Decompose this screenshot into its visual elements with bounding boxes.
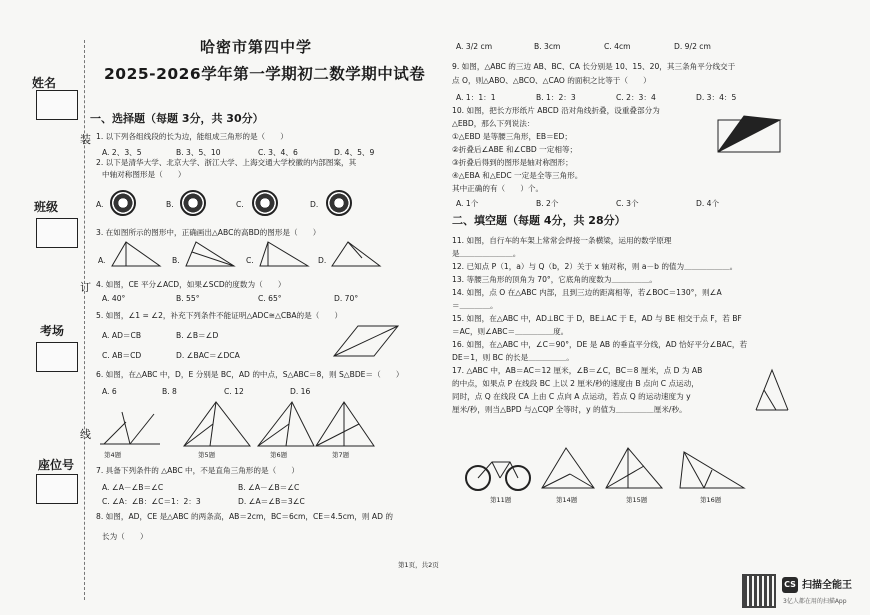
figure-caption: 第6题 <box>270 451 288 459</box>
figure-caption: 第7题 <box>332 451 350 459</box>
option: D. 70° <box>334 294 359 303</box>
pku-logo-icon <box>180 190 206 216</box>
scanner-app-name: 扫描全能王 <box>802 580 852 591</box>
camscanner-logo: CS <box>782 577 798 593</box>
question-text: 12. 已知点 P（1，a）与 Q（b，2）关于 x 轴对称，则 a－b 的值为＿＿＿＿＿＿。 <box>452 262 738 271</box>
question-text: 长为（ ） <box>102 532 148 541</box>
section1-title: 一、选择题（每题 3分，共 30分） <box>90 112 264 125</box>
question-text: 6. 如图，在△ABC 中，D，E 分别是 BC，AD 的中点，S△ABC＝8，则 S△BDE＝（ ） <box>96 370 404 379</box>
fig16-diagram <box>674 450 748 492</box>
q3-figure-d <box>328 240 384 270</box>
question-text: 16. 如图，在△ABC 中，∠C＝90°，DE 是 AB 的垂直平分线，AD 恰好平分∠BAC，若 <box>452 340 748 349</box>
page-number: 第1页，共2页 <box>398 561 439 569</box>
option: B. 3cm <box>534 42 561 51</box>
bicycle-figure <box>464 452 532 492</box>
question-text: 13. 等腰三角形的顶角为 70°，它底角的度数为＿＿＿＿＿。 <box>452 275 658 284</box>
question-text: 厘米/秒，则当△BPD 与△CQP 全等时，y 的值为＿＿＿＿＿厘米/秒。 <box>452 405 687 414</box>
question-text: 17. △ABC 中，AB＝AC＝12 厘米，∠B＝∠C，BC＝8 厘米，点 D 为 AB <box>452 366 703 375</box>
option: C. 65° <box>258 294 282 303</box>
option: A. 6 <box>102 387 117 396</box>
room-box <box>36 342 78 372</box>
question-text: 1. 以下列各组线段的长为边，能组成三角形的是（ ） <box>96 132 288 141</box>
name-box <box>36 90 78 120</box>
seal-char: 线 <box>80 428 91 441</box>
option: D. 16 <box>290 387 311 396</box>
fig4-diagram <box>98 408 162 448</box>
q10-figure <box>714 112 784 160</box>
option: A. <box>98 256 106 265</box>
q3-figure-b <box>182 240 238 270</box>
figure-caption: 第16题 <box>700 496 722 504</box>
class-box <box>36 218 78 248</box>
question-text: ＝AC，则∠ABC＝＿＿＿＿＿度。 <box>452 327 569 336</box>
option: A. <box>96 200 104 209</box>
question-text: △EBD，那么下列说法： <box>452 119 535 128</box>
fig14-diagram <box>540 446 596 492</box>
question-text: ＝＿＿＿＿。 <box>452 301 498 310</box>
option: D. 4个 <box>696 199 720 208</box>
option: A. 1：1：1 <box>456 93 496 102</box>
option: D. ∠A＝∠B＝3∠C <box>238 497 305 506</box>
seal-char: 订 <box>80 281 91 294</box>
question-text: 的中点，如果点 P 在线段 BC 上以 2 厘米/秒的速度由 B 点向 C 点运动， <box>452 379 699 388</box>
option: C. 12 <box>224 387 244 396</box>
question-text: 15. 如图，在△ABC 中，AD⊥BC 于 D，BE⊥AC 于 E，AD 与 BE 相交于点 F，若 BF <box>452 314 742 323</box>
figure-caption: 第15题 <box>626 496 648 504</box>
question-text: ③折叠后得到的图形是轴对称图形； <box>452 158 573 167</box>
seat-label: 座位号 <box>38 458 75 472</box>
figure-caption: 第11题 <box>490 496 512 504</box>
option: D. <box>310 200 319 209</box>
question-text: 10. 如图，把长方形纸片 ABCD 沿对角线折叠，设重叠部分为 <box>452 106 660 115</box>
class-label: 班级 <box>34 200 59 214</box>
option: A. 3/2 cm <box>456 42 493 51</box>
question-text: 是＿＿＿＿＿＿＿。 <box>452 249 521 258</box>
section2-title: 二、填空题（每题 4分，共 28分） <box>452 214 626 227</box>
figure-caption: 第4题 <box>104 451 122 459</box>
room-label: 考场 <box>40 324 65 338</box>
question-text: 中轴对称图形是（ ） <box>102 170 186 179</box>
option: C. <box>236 200 244 209</box>
option: A. ∠A－∠B＝∠C <box>102 483 164 492</box>
option: B. ∠A－∠B＝∠C <box>238 483 300 492</box>
seat-box <box>36 474 78 504</box>
option: B. 1：2：3 <box>536 93 576 102</box>
exam-title: 2025-2026学年第一学期初二数学期中试卷 <box>104 65 426 83</box>
option: C. 4cm <box>604 42 631 51</box>
fig7-diagram <box>314 400 376 450</box>
question-text: 7. 具备下列条件的 △ABC 中，不是直角三角形的是（ ） <box>96 466 299 475</box>
fig5-diagram <box>182 400 252 450</box>
seal-char: 装 <box>80 133 91 146</box>
question-text: 4. 如图，CE 平分∠ACD，如果∠SCD的度数为（ ） <box>96 280 286 289</box>
option: D. 3：4：5 <box>696 93 737 102</box>
q5-figure <box>330 322 402 360</box>
option: B. 55° <box>176 294 200 303</box>
question-text: 9. 如图，△ABC 的三边 AB、BC、CA 长分别是 10、15、20，其三条角平分线交于 <box>452 62 736 71</box>
option: D. ∠BAC＝∠DCA <box>176 351 240 360</box>
question-text: 11. 如图，自行车的车架上常常会焊接一条横梁，运用的数学原理 <box>452 236 672 245</box>
option: B. 3、5、10 <box>176 148 221 157</box>
option: D. 4、5、9 <box>334 148 375 157</box>
option: D. <box>318 256 327 265</box>
question-text: DE＝1，则 BC 的长是＿＿＿＿＿。 <box>452 353 574 362</box>
name-label: 姓名 <box>32 76 57 90</box>
option: B. 8 <box>162 387 177 396</box>
question-text: ①△EBD 是等腰三角形，EB＝ED； <box>452 132 572 141</box>
option: A. AD＝CB <box>102 331 142 340</box>
qr-code-icon <box>742 574 776 608</box>
binding-line <box>84 40 85 600</box>
zju-logo-icon <box>252 190 278 216</box>
option: B. ∠B＝∠D <box>176 331 219 340</box>
question-text: 其中正确的有（ ）个。 <box>452 184 544 193</box>
figure-caption: 第5题 <box>198 451 216 459</box>
option: C. <box>246 256 254 265</box>
figure-caption: 第14题 <box>556 496 578 504</box>
option: B. <box>172 256 180 265</box>
question-text: 5. 如图，∠1 = ∠2，补充下列条件不能证明△ADC≅△CBA的是（ ） <box>96 311 343 320</box>
question-text: 3. 在如图所示的图形中，正确画出△ABC的高BD的图形是（ ） <box>96 228 321 237</box>
option: A. 1个 <box>456 199 479 208</box>
scanner-app-tagline: 3亿人都在用的扫描App <box>783 598 847 605</box>
school-name: 哈密市第四中学 <box>200 38 313 56</box>
q3-figure-a <box>108 240 164 270</box>
option: D. 9/2 cm <box>674 42 711 51</box>
q17-figure <box>752 366 792 416</box>
tsinghua-logo-icon <box>110 190 136 216</box>
option: C. AB＝CD <box>102 351 142 360</box>
option: C. ∠A：∠B：∠C＝1：2：3 <box>102 497 201 506</box>
question-text: 同时，点 Q 在线段 CA 上由 C 点向 A 点运动，若点 Q 的运动速度为 y <box>452 392 691 401</box>
option: A. 2、3、5 <box>102 148 142 157</box>
option: C. 3个 <box>616 199 639 208</box>
option: B. 2个 <box>536 199 559 208</box>
fig15-diagram <box>604 446 664 492</box>
option: C. 2：3：4 <box>616 93 656 102</box>
option: B. <box>166 200 174 209</box>
question-text: 2. 以下是清华大学、北京大学、浙江大学、上海交通大学校徽的内部图案，其 <box>96 158 357 167</box>
question-text: ④△EBA 和△EDC 一定是全等三角形。 <box>452 171 583 180</box>
q3-figure-c <box>256 240 312 270</box>
option: A. 40° <box>102 294 126 303</box>
sjtu-logo-icon <box>326 190 352 216</box>
option: C. 3、4、6 <box>258 148 298 157</box>
question-text: 14. 如图，点 O 在△ABC 内部，且到三边的距离相等，若∠BOC＝130°，则∠A <box>452 288 722 297</box>
question-text: 点 O，则△ABO、△BCO、△CAO 的面积之比等于（ ） <box>452 76 651 85</box>
question-text: 8. 如图，AD，CE 是△ABC 的两条高，AB＝2cm，BC＝6cm，CE＝4.5cm，则 AD 的 <box>96 512 393 521</box>
fig6-diagram <box>256 400 316 450</box>
question-text: ②折叠后∠ABE 和∠CBD 一定相等； <box>452 145 578 154</box>
